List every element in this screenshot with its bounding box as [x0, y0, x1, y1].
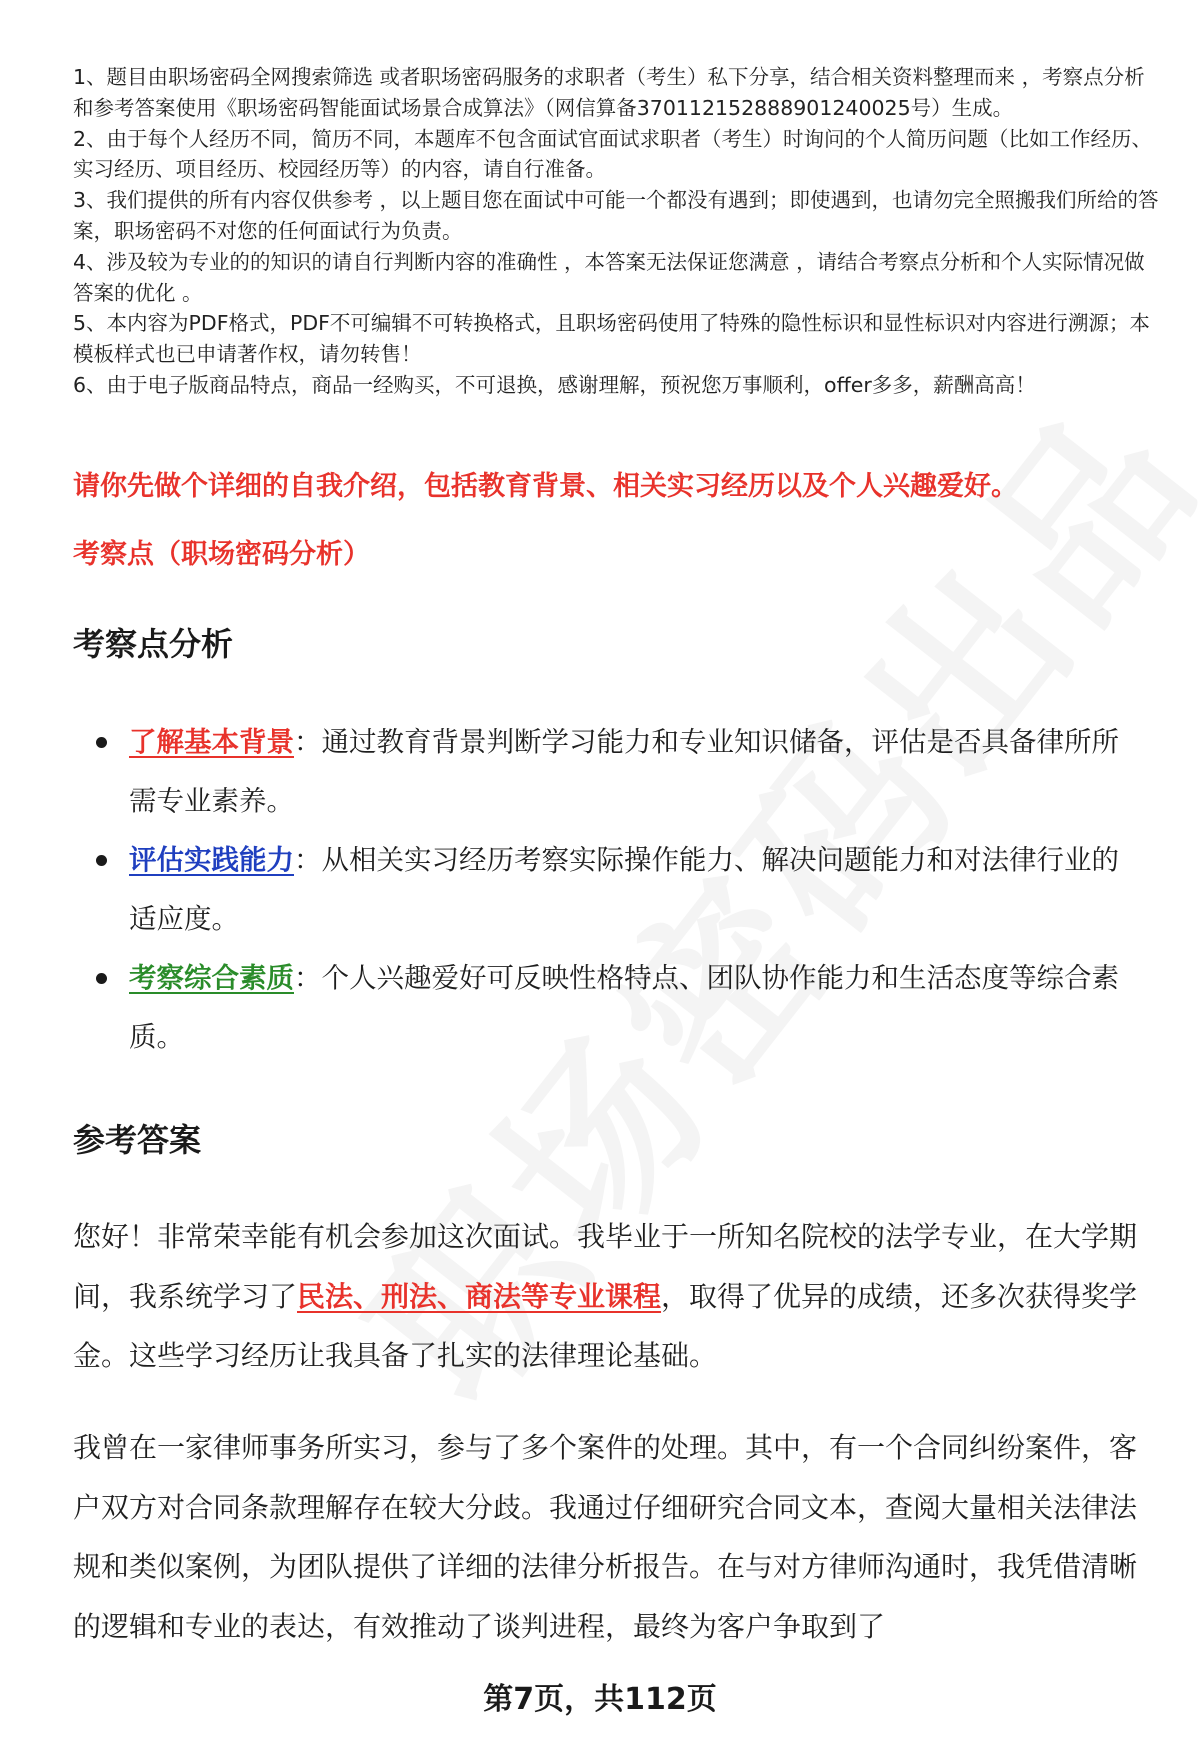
answer-text: ，取得了优异的成绩，还多次获得奖学金。这些学习经历让我具备了扎实的法律理论基础。 [73, 1279, 1138, 1372]
bullet-icon [96, 973, 107, 984]
note-6: 6、由于电子版商品特点，商品一经购买，不可退换，感谢理解，预祝您万事顺利，offer多多，薪酬高高！ [73, 372, 1036, 397]
note-1: 1、题目由职场密码全网搜索筛选 或者职场密码服务的求职者（考生）私下分享，结合相关资料整理而来 ，考察点分析和参考答案使用《职场密码智能面试场景合成算法》（网信算备370112152888901240025号）生成。 [73, 65, 1145, 120]
page-number: 第7页，共112页 [483, 1682, 717, 1717]
point-keyword: 评估实践能力 [129, 844, 294, 876]
interview-question: 请你先做个详细的自我介绍，包括教育背景、相关实习经历以及个人兴趣爱好。 [73, 471, 1018, 502]
list-item [96, 949, 1146, 1067]
point-keyword: 了解基本背景 [129, 726, 294, 758]
list-item [96, 831, 1146, 949]
point-text: ：个人兴趣爱好可反映性格特点、团队协作能力和生活态度等综合素质。 [129, 962, 1119, 1053]
answer-highlight: 民法、刑法、商法等专业课程 [297, 1279, 662, 1313]
disclaimer-notes [73, 62, 1161, 401]
answer-heading: 参考答案 [73, 1121, 202, 1159]
note-2: 2、由于每个人经历不同，简历不同，本题库不包含面试官面试求职者（考生）时询问的个人简历问题（比如工作经历、实习经历、项目经历、校园经历等）的内容，请自行准备。 [73, 126, 1153, 182]
kaochadian-label: 考察点（职场密码分析） [73, 539, 370, 570]
point-keyword: 考察综合素质 [129, 962, 294, 994]
point-text: ：通过教育背景判断学习能力和专业知识储备，评估是否具备律所所需专业素养。 [129, 726, 1119, 817]
note-3: 3、我们提供的所有内容仅供参考 ，以上题目您在面试中可能一个都没有遇到；即使遇到，也请勿完全照搬我们所给的答案，职场密码不对您的任何面试行为负责。 [73, 188, 1159, 243]
answer-text: 您好！非常荣幸能有机会参加这次面试。我毕业于一所知名院校的法学专业，在大学期间，我系统学习了 [73, 1220, 1138, 1313]
list-item [96, 713, 1146, 831]
analysis-heading: 考察点分析 [73, 625, 234, 663]
answer-paragraph-1 [73, 1207, 1153, 1386]
answer-paragraph-2: 我曾在一家律师事务所实习，参与了多个案件的处理。其中，有一个合同纠纷案件，客户双方对合同条款理解存在较大分歧。我通过仔细研究合同文本，查阅大量相关法律法规和类似案例，为团队提供了详细的法律分析报告。在与对方律师沟通时，我凭借清晰的逻辑和专业的表达，有效推动了谈判进程，最终为客户争取到了 [73, 1431, 1138, 1643]
note-5: 5、本内容为PDF格式，PDF不可编辑不可转换格式，且职场密码使用了特殊的隐性标识和显性标识对内容进行溯源；本模板样式也已申请著作权，请勿转售！ [73, 311, 1150, 367]
analysis-points [96, 713, 1146, 1067]
bullet-icon [96, 855, 107, 866]
bullet-icon [96, 737, 107, 748]
point-text: ：从相关实习经历考察实际操作能力、解决问题能力和对法律行业的适应度。 [129, 844, 1119, 935]
note-4: 4、涉及较为专业的的知识的请自行判断内容的准确性 ，本答案无法保证您满意 ，请结合考察点分析和个人实际情况做答案的优化 。 [73, 249, 1145, 305]
